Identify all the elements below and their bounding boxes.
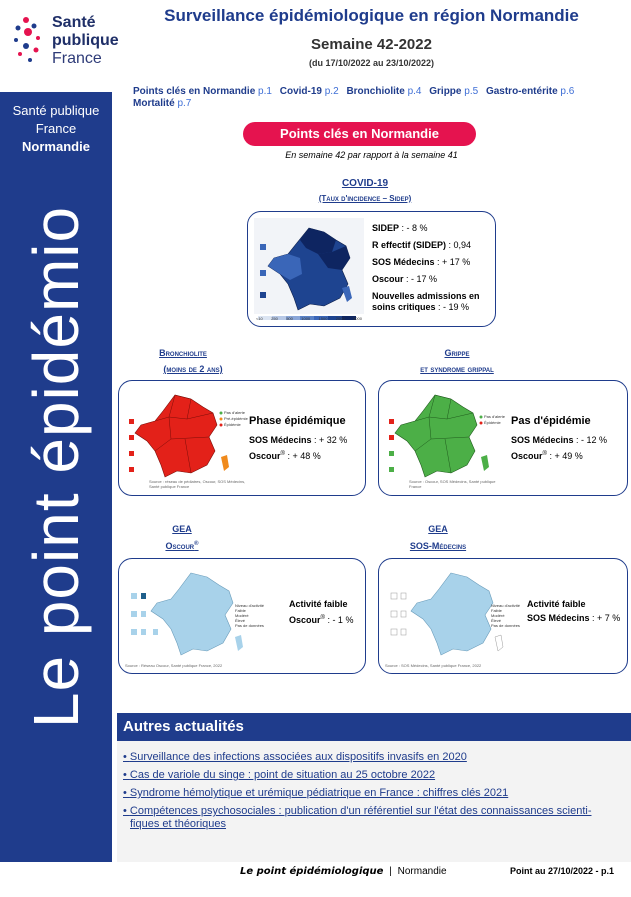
sos-value: : + 32 %	[311, 435, 348, 445]
toc-label: Gastro-entérite	[485, 86, 558, 97]
footer-title: Le point épidémiologique	[240, 866, 384, 877]
oscour-value: : - 1 %	[324, 615, 354, 625]
covid-box	[247, 211, 496, 327]
gea-sos-box	[378, 558, 628, 674]
scale-label: 500	[286, 316, 293, 321]
oscour-value: : + 48 %	[284, 451, 321, 461]
legend-item: Pas d'alerte	[484, 414, 505, 419]
footer-date: Point au 27/10/2022 - p.1	[510, 866, 615, 876]
legend-item: Élevé	[491, 618, 502, 623]
activity-label: Activité faible	[289, 599, 348, 609]
bronchiolite-subtitle: (moins de 2 ans)	[163, 364, 223, 374]
news-link-1[interactable]: • Surveillance des infections associées aux dispositifs invasifs en 2020	[123, 751, 467, 763]
scale-label: 1000	[301, 316, 311, 321]
toc-page: p.1	[258, 86, 272, 97]
gea-oscour-source: Source : Réseau Oscour, Santé publique France, 2022	[125, 663, 223, 668]
registered-mark: ®	[280, 451, 285, 457]
logo-dots-icon	[8, 10, 50, 72]
scale-label: <10	[256, 316, 263, 321]
oscour-label: Oscour	[372, 274, 404, 284]
legend-item: Modéré	[491, 613, 505, 618]
toc-page: p.6	[560, 86, 575, 97]
page-title: Surveillance épidémiologique en région Normandie	[164, 6, 579, 25]
grippe-phase: Pas d'épidémie	[511, 415, 591, 427]
gea-oscour-subtitle-text: Oscour	[165, 541, 195, 551]
scale-label: 3000	[353, 316, 362, 321]
news-text: fiques et théoriques	[130, 818, 227, 830]
news-text: Compétences psychosociales : publication d'un référentiel sur l'état des connaissances scienti-	[129, 805, 592, 817]
gea-oscour-legend	[235, 603, 275, 628]
admissions-label-2: soins critiques	[372, 302, 436, 312]
grippe-subtitle: et syndrome grippal	[420, 364, 494, 374]
admissions-value: : - 19 %	[435, 302, 470, 312]
oscour-label: Oscour	[289, 615, 321, 625]
admissions-label-1: Nouvelles admissions en	[372, 291, 480, 301]
sidebar-org-line1: Santé publique	[12, 103, 100, 118]
autres-actualites-list	[117, 741, 631, 862]
legend-item: Épidémie	[484, 420, 501, 425]
toc-link-points-cles[interactable]	[133, 86, 272, 97]
bronchiolite-title: Bronchiolite	[159, 348, 207, 358]
legend-item: Pas d'alerte	[224, 410, 245, 415]
gea-sos-legend	[491, 603, 531, 628]
gea-sos-title: GEA	[428, 524, 448, 534]
toc-page: p.4	[407, 86, 422, 97]
sidebar-big-title-text: Le point épidémio	[20, 205, 92, 729]
legend-title: Niveau d'activité	[491, 603, 520, 608]
sidebar-org-line2: France	[35, 121, 77, 136]
logo-text-1: Santé	[52, 14, 96, 31]
sidebar-region: Normandie	[22, 139, 90, 154]
points-cles-banner: Points clés en Normandie	[243, 122, 476, 146]
toc-link-grippe[interactable]	[429, 86, 478, 97]
sos-label: SOS Médecins	[527, 613, 590, 623]
toc-label: Points clés en Normandie	[133, 86, 256, 97]
grippe-map-icon	[385, 389, 505, 487]
sos-value: : - 12 %	[573, 435, 608, 445]
legend-item: Épidémie	[224, 422, 241, 427]
toc-page: p.7	[177, 98, 192, 109]
news-text: Surveillance des infections associées aux dispositifs invasifs en 2020	[129, 751, 467, 763]
sos-label: SOS Médecins	[372, 257, 435, 267]
bronchiolite-box	[118, 380, 366, 496]
table-of-contents	[133, 86, 623, 110]
gea-oscour-indicators	[289, 597, 365, 627]
gea-sos-source: Source : SOS Médecins, Santé publique France, 2022	[385, 663, 482, 668]
gea-sos-subtitle: SOS-Médecins	[409, 541, 467, 551]
toc-label: Grippe	[429, 86, 462, 97]
legend-item: Élevé	[235, 618, 246, 623]
bronchiolite-map-icon	[125, 389, 245, 487]
r-label: R effectif (SIDEP)	[372, 240, 447, 250]
grippe-box	[378, 380, 628, 496]
week-label: Semaine 42-2022	[311, 36, 432, 53]
sidebar-org	[0, 102, 112, 156]
grippe-title: Grippe	[444, 348, 470, 358]
sos-label: SOS Médecins	[511, 435, 574, 445]
legend-item: Pas de données	[491, 623, 520, 628]
oscour-value: : - 17 %	[403, 274, 438, 284]
gea-oscour-title: GEA	[172, 524, 192, 534]
bronchiolite-indicators	[249, 415, 361, 463]
toc-label: Mortalité	[133, 98, 175, 109]
toc-link-gastro[interactable]	[486, 86, 574, 97]
sidebar-big-title	[0, 205, 112, 729]
gea-oscour-box	[118, 558, 366, 674]
legend-item: Faible	[235, 608, 246, 613]
registered-mark: ®	[320, 615, 325, 621]
grippe-source: Source : Oscour, SOS Médecins, Santé publique France	[409, 479, 496, 489]
logo-text-3: France	[52, 50, 102, 67]
oscour-value: : + 49 %	[546, 451, 583, 461]
toc-link-bronchiolite[interactable]	[346, 86, 421, 97]
sidep-value: : - 8 %	[399, 223, 428, 233]
registered-mark: ®	[542, 451, 547, 457]
r-value: : 0,94	[446, 240, 472, 250]
sos-label: SOS Médecins	[249, 435, 312, 445]
registered-mark: ®	[194, 541, 199, 547]
toc-link-mortalite[interactable]	[133, 98, 191, 109]
covid-indicators	[372, 220, 492, 313]
toc-label: Bronchiolite	[346, 86, 405, 97]
scale-label: 1500	[318, 316, 328, 321]
toc-page: p.5	[464, 86, 479, 97]
sos-value: : + 7 %	[589, 613, 621, 623]
bronchiolite-source: Source : réseau de pédiatres, Oscour, SOS Médecins, Santé publique France	[149, 479, 246, 489]
week-dates: (du 17/10/2022 au 23/10/2022)	[308, 58, 435, 68]
covid-title: COVID-19	[341, 178, 389, 189]
news-link-3[interactable]: • Syndrome hémolytique et urémique pédiatrique en France : chiffres clés 2021	[123, 787, 509, 799]
scale-label: 2000	[335, 316, 345, 321]
footer-separator: |	[389, 866, 392, 877]
legend-item: Faible	[491, 608, 502, 613]
sos-value: : + 17 %	[434, 257, 471, 267]
toc-page: p.2	[324, 86, 339, 97]
oscour-label: Oscour	[511, 451, 543, 461]
points-cles-subtitle: En semaine 42 par rapport à la semaine 41	[285, 150, 458, 160]
scale-label: 250	[271, 316, 278, 321]
activity-label: Activité faible	[527, 599, 586, 609]
logo-text-2: publique	[52, 32, 119, 49]
legend-title: Niveau d'activité	[235, 603, 264, 608]
legend-item: Pas de données	[235, 623, 264, 628]
bronchiolite-phase: Phase épidémique	[249, 415, 346, 427]
toc-link-covid[interactable]	[280, 86, 339, 97]
gea-sos-indicators	[527, 597, 625, 625]
autres-actualites-header: Autres actualités	[117, 713, 631, 741]
covid-subtitle: (Taux d'incidence – Sidep)	[318, 194, 412, 203]
toc-label: Covid-19	[279, 86, 322, 97]
gea-oscour-subtitle	[140, 541, 224, 551]
footer-left	[240, 866, 447, 877]
sidep-label: SIDEP	[372, 223, 400, 233]
covid-scale	[256, 316, 362, 321]
news-link-4[interactable]: • Compétences psychosociales : publication d'un référentiel sur l'état des connaissances scienti- fiques et théoriques	[123, 805, 592, 830]
news-text: Cas de variole du singe : point de situation au 25 octobre 2022	[129, 769, 436, 781]
news-text: Syndrome hémolytique et urémique pédiatrique en France : chiffres clés 2021	[129, 787, 509, 799]
legend-item: Pré-épidémie	[224, 416, 248, 421]
grippe-indicators	[511, 415, 623, 463]
footer-region: Normandie	[397, 866, 447, 877]
oscour-label: Oscour	[249, 451, 281, 461]
covid-map-icon	[254, 218, 364, 322]
news-link-2[interactable]: • Cas de variole du singe : point de situation au 25 octobre 2022	[123, 769, 436, 781]
legend-item: Modéré	[235, 613, 249, 618]
logo	[8, 8, 128, 78]
